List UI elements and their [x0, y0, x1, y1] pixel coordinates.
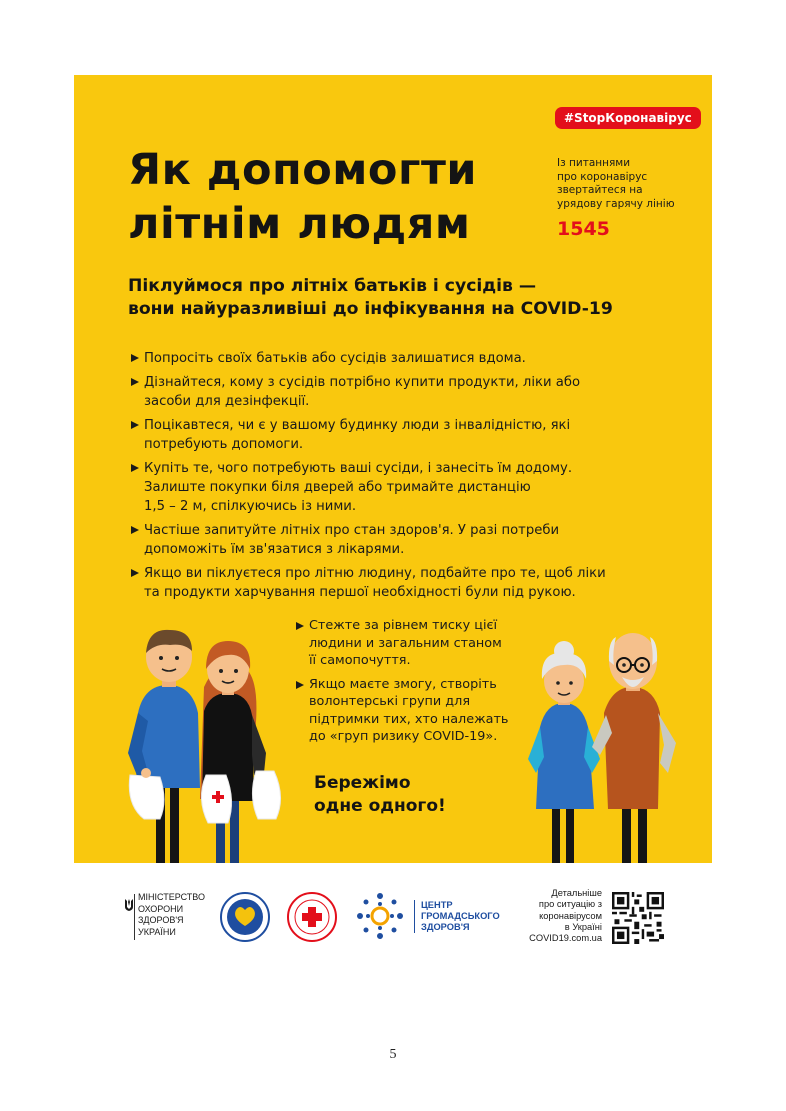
subtitle-line-1: Піклуймося про літніх батьків і сусідів —	[128, 276, 537, 296]
slogan-line-2: одне одного!	[314, 796, 446, 816]
tips-list	[130, 349, 630, 607]
hotline-number: 1545	[557, 218, 610, 240]
ministry-line: ЗДОРОВ'Я	[138, 915, 184, 925]
tip-text: до «груп ризику COVID-19».	[309, 729, 498, 744]
title-line-2: літнім людям	[128, 199, 471, 249]
grandmother-figure	[528, 641, 600, 863]
tip-text: допоможіть їм зв'язатися з лікарями.	[144, 542, 405, 557]
hotline-info	[557, 157, 687, 211]
page-number: 5	[389, 1047, 397, 1062]
public-health-center-name	[414, 900, 500, 933]
grandfather-figure	[592, 633, 676, 863]
tip-text: потребують допомоги.	[144, 437, 304, 452]
tip-text: Попросіть своїх батьків або сусідів залишатися вдома.	[144, 351, 526, 366]
tip-item	[130, 521, 630, 559]
tip-text: підтримки тих, хто належать	[309, 711, 509, 727]
tip-text: Поцікавтеся, чи є у вашому будинку люди з інвалідністю, які	[144, 418, 571, 433]
slogan-line-1: Бережімо	[314, 773, 411, 793]
details-line: коронавірусом	[539, 910, 602, 921]
ukraine-trident-icon	[124, 898, 134, 915]
tip-text: 1,5 – 2 м, спілкуючись із ними.	[144, 499, 357, 514]
poster-title	[128, 143, 477, 251]
details-link[interactable]: COVID19.com.ua	[529, 933, 602, 944]
tip-item	[130, 564, 630, 602]
details-line: в Україні	[564, 921, 602, 932]
ministry-name	[138, 892, 205, 938]
tip-item	[295, 676, 530, 746]
qr-code-icon[interactable]	[612, 892, 664, 944]
tip-item	[130, 416, 630, 454]
medical-association-emblem	[220, 892, 270, 942]
tip-text: волонтерські групи для	[309, 694, 471, 709]
hotline-line: звертайтеся на	[557, 184, 643, 196]
tip-text: Якщо ви піклуєтеся про літню людину, подбайте про те, щоб ліки	[144, 566, 606, 581]
tip-text: Залиште покупки біля дверей або тримайте дистанцію	[144, 480, 531, 495]
hotline-line: про коронавірус	[557, 170, 648, 183]
subtitle-line-2: вони найуразливіші до інфікування на COVID-19	[128, 299, 613, 319]
tip-text: її самопочуття.	[309, 653, 411, 668]
poster-subtitle	[128, 275, 613, 321]
tip-text: людини и загальним станом	[309, 635, 502, 651]
tip-text: Частіше запитуйте літніх про стан здоров'я. У разі потреби	[144, 523, 560, 538]
cgz-line: ЗДОРОВ'Я	[421, 922, 470, 932]
tip-text: засоби для дезінфекції.	[144, 394, 310, 409]
ministry-logo	[124, 892, 209, 948]
tip-item	[130, 459, 630, 516]
young-woman-figure	[200, 641, 281, 863]
tip-item	[130, 373, 630, 411]
young-man-figure	[128, 630, 200, 863]
tip-text: Купіть те, чого потребують ваші сусіди, і занесіть їм додому.	[144, 461, 573, 476]
elderly-couple-illustration	[522, 623, 682, 863]
young-people-illustration	[124, 623, 294, 863]
tip-text: Стежте за рівнем тиску цієї	[309, 618, 498, 633]
details-line: про ситуацію з	[538, 899, 602, 910]
ministry-line: УКРАЇНИ	[138, 926, 176, 937]
red-cross-society-emblem	[287, 892, 337, 942]
cgz-line: ГРОМАДСЬКОГО	[421, 911, 500, 921]
ministry-line: МІНІСТЕРСТВО	[138, 892, 206, 902]
ministry-line: ОХОРОНИ	[138, 903, 184, 914]
tips-list-secondary	[295, 617, 530, 752]
logo-divider	[134, 894, 135, 940]
hashtag-badge: #StopКоронавірус	[555, 107, 701, 129]
tip-item	[130, 349, 630, 368]
tip-item	[295, 617, 530, 670]
poster	[74, 75, 712, 863]
slogan	[314, 772, 446, 818]
tip-text: та продукти харчування першої необхідності були під рукою.	[144, 585, 576, 600]
tip-text: Якщо маєте змогу, створіть	[309, 676, 497, 692]
tip-text: Дізнайтеся, кому з сусідів потрібно купити продукти, ліки або	[144, 375, 581, 390]
hotline-line: Із питаннями	[557, 157, 631, 169]
details-line: Детальніше	[551, 888, 602, 898]
cgz-line: ЦЕНТР	[421, 900, 453, 910]
public-health-center-emblem	[354, 890, 406, 942]
details-text	[520, 888, 602, 944]
partner-logos	[124, 884, 666, 954]
title-line-1: Як допомогти	[128, 145, 477, 195]
hotline-line: урядову гарячу лінію	[557, 197, 675, 210]
